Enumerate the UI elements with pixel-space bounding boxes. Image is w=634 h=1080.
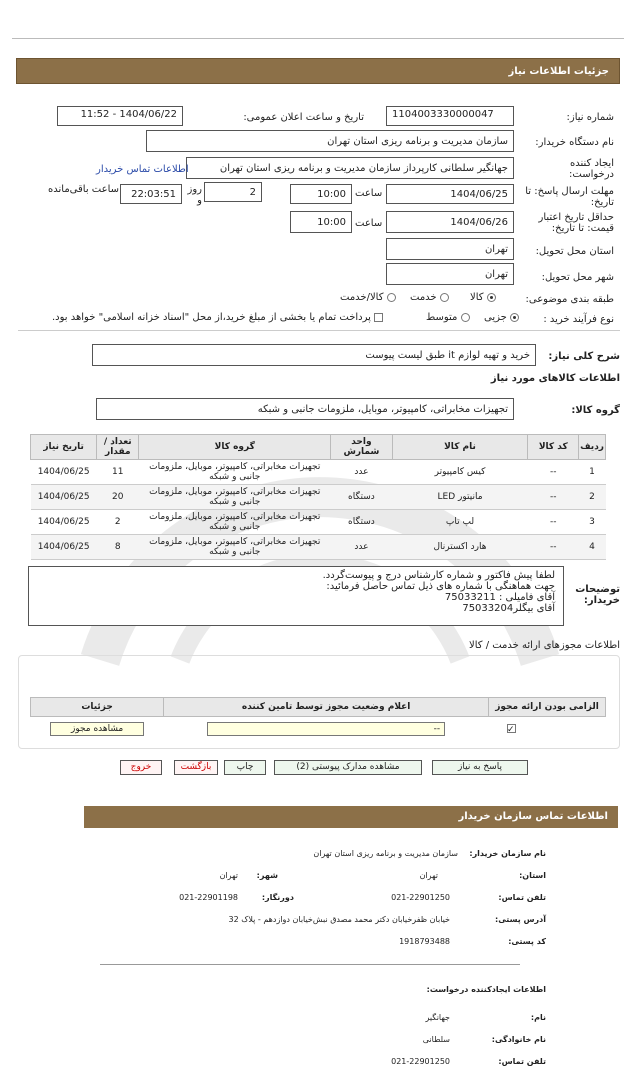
cell-code: -- <box>528 510 579 535</box>
city-label: شهر محل تحویل: <box>541 272 614 283</box>
group-field: تجهیزات مخابراتی، کامپیوتر، موبایل، ملزومات جانبی و شبکه <box>96 398 514 420</box>
reply-button[interactable]: پاسخ به نیاز <box>432 760 528 775</box>
radio-icon[interactable] <box>387 293 396 302</box>
remaining-time-field: 22:03:51 <box>120 184 182 204</box>
validity-time-field: 10:00 <box>290 211 352 233</box>
buyer-notes-box <box>28 566 564 626</box>
contact-postal-label: کد پستی: <box>508 937 546 946</box>
contact-phone: 021-22901250 <box>391 893 450 902</box>
creator-field: جهانگیر سلطانی کارپرداز سازمان مدیریت و برنامه ریزی استان تهران <box>186 157 514 179</box>
cell-group: تجهیزات مخابراتی، کامپیوتر، موبایل، ملزومات جانبی و شبکه <box>139 510 331 535</box>
goods-title: اطلاعات کالاهای مورد نیاز <box>490 373 620 384</box>
top-divider <box>12 38 624 39</box>
contact-city-label: شهر: <box>256 871 278 880</box>
radio-selected-icon[interactable] <box>487 293 496 302</box>
category-radio-service[interactable]: خدمت <box>410 292 449 303</box>
contact-address: خیابان ظفرخیابان دکتر محمد مصدق نبش‌خیابان دوازدهم - پلاک 32 <box>228 915 450 924</box>
announce-field: 1404/06/22 - 11:52 <box>57 106 183 126</box>
creator-last-name-label: نام خانوادگی: <box>491 1035 546 1044</box>
checkbox-checked-icon[interactable]: ✓ <box>507 725 515 735</box>
summary-label: شرح کلی نیاز: <box>548 351 620 362</box>
buyer-notes-label: توضیحات خریدار: <box>575 584 620 606</box>
send-date-field: 1404/06/25 <box>386 184 514 204</box>
city-field: تهران <box>386 263 514 285</box>
summary-field: خرید و تهیه لوازم it طبق لیست پیوست <box>92 344 536 366</box>
cell-unit: عدد <box>331 460 392 485</box>
cell-name: هارد اکسترنال <box>392 535 528 560</box>
cell-row: 1 <box>579 460 606 485</box>
section-divider <box>18 330 620 331</box>
cell-row: 2 <box>579 485 606 510</box>
items-header-row <box>31 435 606 460</box>
send-time-label: ساعت <box>355 188 383 199</box>
group-label: گروه کالا: <box>571 405 620 416</box>
days-label: روز و <box>187 184 202 206</box>
cell-code: -- <box>528 535 579 560</box>
col-required: الزامی بودن ارائه مجوز <box>489 698 606 717</box>
cell-qty: 20 <box>97 485 139 510</box>
cell-row: 3 <box>579 510 606 535</box>
contact-city: تهران <box>219 871 238 880</box>
send-deadline-label: مهلت ارسال پاسخ: تا تاریخ: <box>525 186 614 208</box>
payment-note[interactable]: پرداخت تمام یا بخشی از مبلغ خرید،از محل "اسناد خزانه اسلامی" خواهد بود. <box>52 312 383 323</box>
contact-phone-label: تلفن تماس: <box>498 893 546 902</box>
creator-phone-label: تلفن تماس: <box>498 1057 546 1066</box>
creator-label: ایجاد کننده درخواست: <box>569 158 614 180</box>
buyer-note-line: جهت هماهنگی با شماره های ذیل تماس حاصل فرمائید: <box>326 581 555 592</box>
cell-date: 1404/06/25 <box>31 535 97 560</box>
cell-name: کیس کامپیوتر <box>392 460 528 485</box>
buyer-org-label: نام دستگاه خریدار: <box>535 137 614 148</box>
cell-code: -- <box>528 485 579 510</box>
col-unit: واحد شمارش <box>331 435 392 460</box>
process-label: نوع فرآیند خرید : <box>543 314 614 325</box>
cell-group: تجهیزات مخابراتی، کامپیوتر، موبایل، ملزومات جانبی و شبکه <box>139 460 331 485</box>
col-qty: تعداد / مقدار <box>97 435 139 460</box>
cell-code: -- <box>528 460 579 485</box>
checkbox-icon[interactable] <box>374 313 383 322</box>
page-title: جزئیات اطلاعات نیاز <box>508 66 609 77</box>
col-date: تاریخ نیاز <box>31 435 97 460</box>
buyer-org-field: سازمان مدیریت و برنامه ریزی استان تهران <box>146 130 514 152</box>
permits-title: اطلاعات مجوزهای ارائه خدمت / کالا <box>469 640 620 651</box>
attachments-button[interactable]: مشاهده مدارک پیوستی (2) <box>274 760 422 775</box>
back-button[interactable]: بازگشت <box>174 760 218 775</box>
cell-date: 1404/06/25 <box>31 460 97 485</box>
creator-phone: 021-22901250 <box>391 1057 450 1066</box>
radio-selected-icon[interactable] <box>510 313 519 322</box>
col-details: جزئیات <box>31 698 164 717</box>
cell-name: لپ تاپ <box>392 510 528 535</box>
required-cell <box>489 717 606 742</box>
category-label: طبقه بندی موضوعی: <box>525 294 614 305</box>
process-radio-medium[interactable]: متوسط <box>426 312 470 323</box>
contact-org-label: نام سازمان خریدار: <box>469 849 546 858</box>
creator-last-name: سلطانی <box>422 1035 450 1044</box>
radio-icon[interactable] <box>440 293 449 302</box>
cell-group: تجهیزات مخابراتی، کامپیوتر، موبایل، ملزومات جانبی و شبکه <box>139 535 331 560</box>
need-number-label: شماره نیاز: <box>566 112 614 123</box>
cell-qty: 2 <box>97 510 139 535</box>
buyer-note-line: لطفا پیش فاکتور و شماره کارشناس درج و پیوست‌گردد. <box>322 570 555 581</box>
cell-qty: 11 <box>97 460 139 485</box>
contact-title: اطلاعات تماس سازمان خریدار <box>458 811 608 822</box>
need-number-field: 1104003330000047 <box>386 106 514 126</box>
category-radio-both[interactable]: کالا/خدمت <box>340 292 396 303</box>
cell-name: مانیتور LED <box>392 485 528 510</box>
contact-org: سازمان مدیریت و برنامه ریزی استان تهران <box>313 849 458 858</box>
table-row <box>31 510 606 535</box>
remaining-label: ساعت باقی‌مانده <box>48 184 120 195</box>
col-code: کد کالا <box>528 435 579 460</box>
cell-unit: دستگاه <box>331 510 392 535</box>
buyer-note-line: آقای بیگلر75033204 <box>462 603 555 614</box>
col-row: ردیف <box>579 435 606 460</box>
validity-label: حداقل تاریخ اعتبار قیمت: تا تاریخ: <box>538 212 614 234</box>
page-header <box>16 58 620 84</box>
process-radio-minor[interactable]: جزیی <box>484 312 519 323</box>
col-status: اعلام وضعیت مجوز توسط تامین کننده <box>164 698 489 717</box>
contact-postal: 1918793488 <box>399 937 450 946</box>
cell-group: تجهیزات مخابراتی، کامپیوتر، موبایل، ملزومات جانبی و شبکه <box>139 485 331 510</box>
details-cell <box>31 717 164 742</box>
validity-time-label: ساعت <box>355 218 383 229</box>
status-field[interactable]: -- <box>207 722 445 736</box>
cell-qty: 8 <box>97 535 139 560</box>
table-row <box>31 485 606 510</box>
creator-first-name-label: نام: <box>530 1013 546 1022</box>
cell-row: 4 <box>579 535 606 560</box>
days-field: 2 <box>204 182 262 202</box>
contact-header <box>84 806 618 828</box>
exit-button[interactable]: خروج <box>120 760 162 775</box>
contact-divider <box>100 964 520 965</box>
buyer-note-line: آقای فامیلی : 75033211 <box>444 592 555 603</box>
col-name: نام کالا <box>392 435 528 460</box>
buyer-contact-link[interactable]: اطلاعات تماس خریدار <box>96 164 189 175</box>
contact-province-label: استان: <box>519 871 546 880</box>
creator-first-name: جهانگیر <box>425 1013 450 1022</box>
print-button[interactable]: چاپ <box>224 760 266 775</box>
cell-date: 1404/06/25 <box>31 485 97 510</box>
permits-row <box>31 717 606 742</box>
announce-label: تاریخ و ساعت اعلان عمومی: <box>243 112 364 123</box>
contact-fax: 021-22901198 <box>179 893 238 902</box>
contact-fax-label: دورنگار: <box>261 893 294 902</box>
cell-date: 1404/06/25 <box>31 510 97 535</box>
col-group: گروه کالا <box>139 435 331 460</box>
province-field: تهران <box>386 238 514 260</box>
permits-table <box>30 697 606 741</box>
category-radio-goods[interactable]: کالا <box>470 292 496 303</box>
send-time-field: 10:00 <box>290 184 352 204</box>
radio-icon[interactable] <box>461 313 470 322</box>
validity-date-field: 1404/06/26 <box>386 211 514 233</box>
creator-info-title: اطلاعات ایجادکننده درخواست: <box>426 985 546 994</box>
table-row <box>31 460 606 485</box>
contact-address-label: آدرس پستی: <box>495 915 546 924</box>
cell-unit: عدد <box>331 535 392 560</box>
view-permit-button[interactable]: مشاهده مجوز <box>50 722 144 736</box>
cell-unit: دستگاه <box>331 485 392 510</box>
table-row <box>31 535 606 560</box>
contact-province: تهران <box>419 871 438 880</box>
status-cell <box>164 717 489 742</box>
items-table <box>30 434 606 560</box>
province-label: استان محل تحویل: <box>535 246 614 257</box>
permits-header-row <box>31 698 606 717</box>
